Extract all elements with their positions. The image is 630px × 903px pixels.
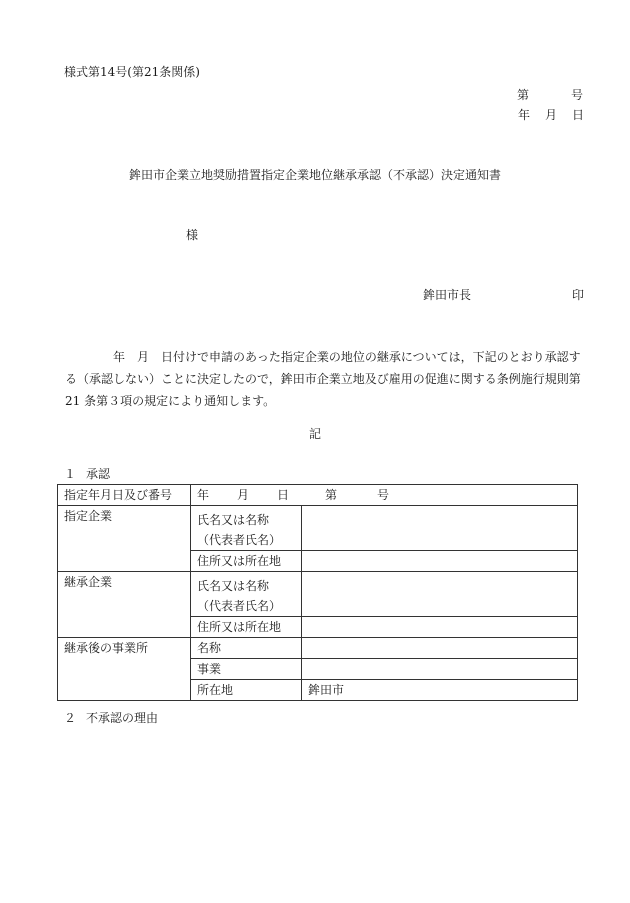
- approval-table: [57, 484, 578, 701]
- successor-address-label: 住所又は所在地: [191, 617, 302, 638]
- body-line-2: る（承認しない）ことに決定したので，鉾田市企業立地及び雇用の促進に関する条例施行規則第: [65, 372, 581, 386]
- section-1-label: 承認: [86, 467, 111, 481]
- section-1-number: １: [64, 467, 77, 481]
- designation-value: [191, 485, 578, 506]
- section-2-label: 不承認の理由: [86, 711, 159, 725]
- designation-day: 日: [277, 488, 290, 502]
- table-row: [58, 485, 578, 506]
- designation-number-suffix: 号: [377, 488, 390, 502]
- section-2-number: ２: [64, 711, 77, 725]
- date-day: 日: [572, 108, 585, 122]
- table-row: [58, 638, 578, 659]
- designated-name-text: 氏名又は名称: [197, 513, 270, 527]
- successor-name-value: [302, 572, 578, 617]
- office-name-value: [302, 638, 578, 659]
- ki-heading: 記: [308, 427, 321, 441]
- number-prefix: 第: [517, 88, 530, 102]
- designated-company-label: 指定企業: [58, 506, 191, 572]
- body-line-1: 年 月 日付けで申請のあった指定企業の地位の継承については，下記のとおり承認す: [113, 350, 581, 364]
- document-title: 鉾田市企業立地奨励措置指定企業地位継承承認（不承認）決定通知書: [128, 168, 501, 182]
- seal-mark: 印: [572, 288, 585, 302]
- designation-label: 指定年月日及び番号: [58, 485, 191, 506]
- table-row: [58, 572, 578, 617]
- successor-name-text: 氏名又は名称: [197, 579, 270, 593]
- form-id: 様式第14号(第21条関係): [64, 65, 200, 79]
- successor-address-value: [302, 617, 578, 638]
- successor-company-label: 継承企業: [58, 572, 191, 638]
- section-rejection-heading: [64, 712, 158, 724]
- table-row: [58, 506, 578, 551]
- office-location-value: 鉾田市: [302, 680, 578, 701]
- designated-name-value: [302, 506, 578, 551]
- body-line-3: 21 条第３項の規定により通知します。: [65, 394, 276, 408]
- addressee-honorific: 様: [186, 228, 199, 242]
- date-year: 年: [518, 108, 531, 122]
- successor-name-label: [191, 572, 302, 617]
- designated-rep-text: （代表者氏名）: [197, 533, 282, 547]
- sender-name: 鉾田市長: [423, 288, 472, 302]
- date-month: 月: [545, 108, 558, 122]
- designated-name-label: [191, 506, 302, 551]
- office-location-label: 所在地: [191, 680, 302, 701]
- designation-month: 月: [237, 488, 250, 502]
- designation-number-prefix: 第: [325, 488, 338, 502]
- designated-address-label: 住所又は所在地: [191, 551, 302, 572]
- office-name-label: 名称: [191, 638, 302, 659]
- successor-rep-text: （代表者氏名）: [197, 599, 282, 613]
- designated-address-value: [302, 551, 578, 572]
- designation-year: 年: [197, 488, 210, 502]
- office-business-label: 事業: [191, 659, 302, 680]
- section-approval-heading: [64, 468, 110, 480]
- notice-body: [65, 346, 585, 412]
- office-business-value: [302, 659, 578, 680]
- office-label: 継承後の事業所: [58, 638, 191, 701]
- number-suffix: 号: [570, 88, 583, 102]
